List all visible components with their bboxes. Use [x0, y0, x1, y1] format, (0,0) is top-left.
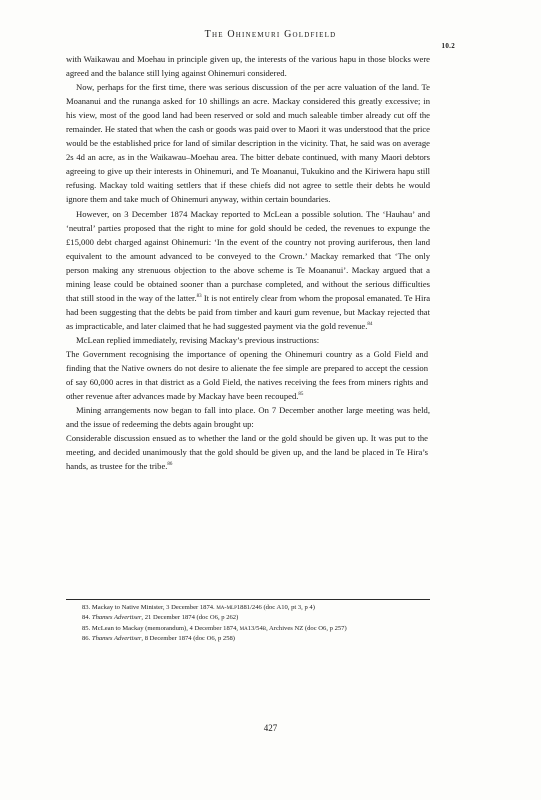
footnote-text: , 21 December 1874 (doc O6, p 262)	[141, 614, 239, 622]
block-quote-1-text: The Government recognising the importance of opening the Ohinemuri country as a Gold Field and finding that the Native owners do not desire to alienate the fee simple are prepared to accept the cession of say 60,000 acres in that district as a Gold Field, the natives receiving the fees from miners rights and other revenue after advances made by Mackay have been recouped.	[66, 348, 428, 402]
footnote-ref-84[interactable]: 84	[367, 322, 373, 328]
block-quote-1	[66, 347, 430, 403]
footnote-ref-85[interactable]: 85	[298, 392, 304, 398]
paragraph-3-continued: It is not entirely clear from whom the proposal emanated. Te Hira had been suggesting that the debts be paid from timber and kauri gum revenue, but Mackay rejected that as impracticable, and later claimed that he had suggested payment via the gold revenue.	[66, 292, 431, 331]
footnote-source-title: Thames Advertiser	[91, 634, 142, 642]
paragraph-4: McLean replied immediately, revising Mackay’s previous instructions:	[76, 334, 320, 345]
paragraph-5: Mining arrangements now began to fall into place. On 7 December another large meeting was held, and the issue of redeeming the debts again brought up:	[66, 405, 430, 430]
footnote-86	[82, 634, 422, 644]
footnote-number: 85.	[82, 624, 91, 632]
paragraph-3	[66, 207, 430, 333]
footnote-number: 84.	[82, 614, 91, 622]
footnote-ref-86[interactable]: 86	[167, 462, 173, 468]
page-number: 427	[263, 723, 278, 733]
footnote-text: Mackay to Native Minister, 3 December 1874.	[91, 604, 217, 611]
footnote-83	[82, 603, 422, 613]
footnote-divider	[66, 599, 430, 600]
running-head: The Ohinemuri Goldfield	[204, 29, 337, 40]
paragraph-2: Now, perhaps for the first time, there was serious discussion of the per acre valuation of the land. Te Moananui and the runanga asked for 10 shillings an acre. Mackay considered this greatly excessive; in his view, most of the good land had been reserved or sold and much saleable timber already cut off the remainder. He stated that when the cash or goods was paid over to Maori it was understood that the price would be the established price for land of similar description in the vicinity. That, he said was on average 2s 4d an acre, as in the Waikawau–Moehau area. The bitter debate continued, with many Maori debtors agreeing to give up their interests in Ohinemuri, and Te Moananui, Tukukino and the Kiriwera hapu still refusing. Mackay told waiting settlers that if these chiefs did not agree to settle their debts he would ignore them and take much of Ohinemuri anyway, within certain boundaries.	[66, 82, 430, 205]
footnote-text: , 8 December 1874 (doc O6, p 258)	[141, 634, 235, 642]
paragraph-1: with Waikawau and Moehau in principle given up, the interests of the various hapu in those blocks were agreed and the balance still lying against Ohinemuri considered.	[66, 54, 430, 79]
body-text	[66, 52, 430, 473]
footnote-source-title: Thames Advertiser	[91, 614, 142, 622]
footnote-number: 86.	[82, 634, 91, 642]
section-number: 10.2	[441, 42, 455, 50]
block-quote-2	[66, 431, 430, 473]
footnote-number: 83.	[82, 604, 91, 611]
block-quote-2-text: Considerable discussion ensued as to whether the land or the gold should be given up. It was put to the meeting, and decided unanimously that the gold should be given up, and the land be placed in Te Hira’s hands, as trustee for the tribe.	[66, 433, 428, 472]
footnote-text: (doc A10, pt 3, p 4)	[261, 604, 315, 611]
footnote-archive-ref: ma-mlp1881/246	[216, 604, 262, 611]
footnote-ref-83[interactable]: 83	[196, 293, 202, 299]
footnote-85	[82, 624, 422, 634]
footnote-archive-ref: ma13/54b	[239, 624, 267, 632]
paragraph-3-text: However, on 3 December 1874 Mackay reported to McLean a possible solution. The ‘Hauhau’ and ‘neutral’ parties proposed that the right to mine for gold should be ceded, the revenues to expunge the £15,000 debt charged against Ohinemuri: ‘In the event of the country not proving auriferous, then land equivalent to the amount advanced to be conveyed to the Crown.’ Mackay remarked that ‘The only person making any strenuous objection to the above scheme is Te Moananui’. Mackay argued that a mining lease could be obtained sooner than a purchase completed, and without the serious difficulties that still stood in the way of the latter.	[66, 208, 430, 303]
footnote-84	[82, 613, 422, 623]
footnote-text: McLean to Mackay (memorandum), 4 December 1874,	[91, 624, 240, 632]
footnote-text: , Archives NZ (doc O6, p 257)	[266, 624, 347, 632]
footnotes	[82, 603, 422, 644]
